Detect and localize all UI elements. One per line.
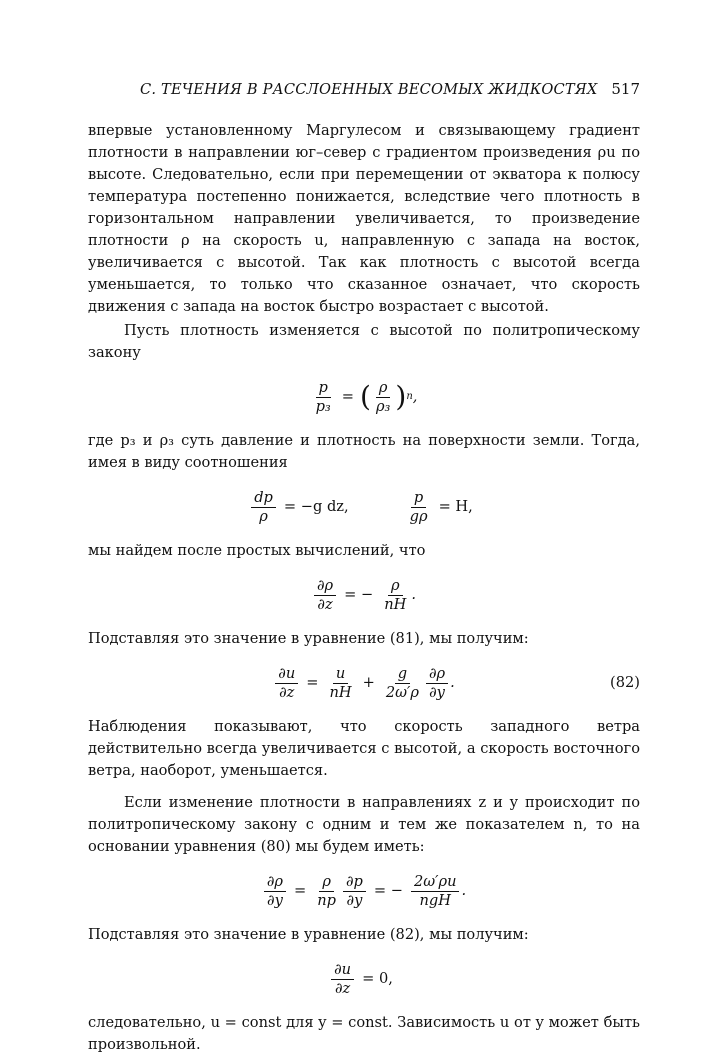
denominator: ∂z bbox=[317, 595, 333, 613]
exponent: n bbox=[406, 391, 413, 402]
numerator: ∂p bbox=[343, 873, 366, 892]
numerator: ρ bbox=[319, 873, 334, 892]
right-paren: ) bbox=[395, 380, 407, 413]
numerator: p bbox=[316, 379, 331, 398]
fraction bbox=[331, 961, 354, 998]
numerator: 2ω′ρu bbox=[411, 873, 459, 892]
denominator: np bbox=[317, 891, 336, 909]
operator: = − bbox=[373, 882, 403, 899]
fraction bbox=[314, 577, 336, 614]
paragraph: Если изменение плотности в направлениях z и y происходит по политропическому закону с одним и тем же показателем n, то на основании уравнения (80) мы будем иметь: bbox=[88, 794, 640, 855]
equation-number: (82) bbox=[610, 674, 640, 691]
denominator: ρ bbox=[259, 507, 268, 525]
fraction bbox=[373, 379, 393, 416]
fraction bbox=[275, 665, 298, 702]
denominator: p₃ bbox=[315, 397, 331, 415]
numerator: p bbox=[411, 489, 426, 508]
numerator: ∂u bbox=[275, 665, 298, 684]
expression: = H, bbox=[438, 498, 473, 515]
denominator: ∂z bbox=[334, 979, 351, 997]
denominator: nH bbox=[384, 595, 407, 613]
numerator: dp bbox=[251, 489, 276, 508]
paragraph: Наблюдения показывают, что скорость западного ветра действительно всегда увеличивается с высотой, а скорость восточного ветра, наоборот, уменьшается. bbox=[88, 718, 640, 779]
formula-82 bbox=[88, 662, 640, 704]
left-paren: ( bbox=[360, 380, 371, 413]
paragraph: Подставляя это значение в уравнение (81), мы получим: bbox=[88, 630, 529, 647]
numerator: ∂u bbox=[331, 961, 354, 980]
denominator: 2ω′ρ bbox=[385, 683, 419, 701]
fraction bbox=[383, 665, 422, 702]
operator: = bbox=[341, 388, 355, 405]
numerator: ∂ρ bbox=[264, 873, 286, 892]
numerator: ρ bbox=[388, 577, 403, 596]
fraction bbox=[426, 665, 448, 702]
fraction bbox=[314, 873, 339, 910]
formula-drho-dy bbox=[88, 870, 640, 912]
fraction bbox=[251, 489, 276, 526]
denominator: ∂y bbox=[346, 891, 363, 909]
punctuation: . bbox=[450, 674, 455, 691]
fraction bbox=[313, 379, 334, 416]
operator: = bbox=[306, 674, 319, 691]
fraction bbox=[381, 577, 409, 614]
punctuation: , bbox=[412, 388, 418, 405]
punctuation: . bbox=[461, 882, 467, 899]
paragraph: Подставляя это значение в уравнение (82), мы получим: bbox=[88, 926, 529, 943]
formula-du-dz-zero bbox=[88, 958, 640, 1000]
numerator: ∂ρ bbox=[314, 577, 336, 596]
operator: = − bbox=[344, 586, 374, 603]
paragraph: впервые установленному Маргулесом и связывающему градиент плотности в направлении юг–север с градиентом произведения ρu по высоте. Следовательно, если при перемещении от экватора к полюсу температура постепенно понижается, вследствие чего плотность в горизонтальном направлении увеличивается, то произведение плотности ρ на скорость u, направленную с запада на восток, увеличивается с высотой. Так как плотность с высотой всегда уменьшается, то только что сказанное означает, что скорость движения с запада на восток быстро возрастает с высотой. bbox=[88, 122, 640, 315]
denominator: ∂y bbox=[429, 683, 445, 701]
page-number: 517 bbox=[611, 80, 640, 98]
fraction bbox=[343, 873, 366, 910]
book-page bbox=[88, 60, 640, 1056]
paragraph: следовательно, u = const для y = const. Зависимость u от y может быть произвольной. bbox=[88, 1014, 640, 1053]
fraction bbox=[264, 873, 286, 910]
numerator: g bbox=[395, 665, 410, 684]
denominator: ∂y bbox=[267, 891, 283, 909]
punctuation: . bbox=[411, 586, 417, 603]
denominator: ∂z bbox=[279, 683, 295, 701]
numerator: ∂ρ bbox=[426, 665, 448, 684]
numerator: ρ bbox=[376, 379, 391, 398]
expression: = 0, bbox=[362, 970, 393, 987]
running-header bbox=[88, 78, 640, 100]
operator: = bbox=[294, 882, 307, 899]
running-title: С. ТЕЧЕНИЯ В РАССЛОЕННЫХ ВЕСОМЫХ ЖИДКОСТЯХ bbox=[140, 81, 598, 98]
numerator: u bbox=[333, 665, 348, 684]
expression: = −g dz, bbox=[283, 498, 349, 515]
fraction bbox=[407, 489, 431, 526]
formula-drho-dz bbox=[88, 574, 640, 616]
formula-polytropic bbox=[88, 376, 640, 418]
fraction bbox=[326, 665, 354, 702]
denominator: ngH bbox=[419, 891, 451, 909]
paragraph: где p₃ и ρ₃ суть давление и плотность на поверхности земли. Тогда, имея в виду соотношения bbox=[88, 432, 640, 471]
denominator: nH bbox=[329, 683, 352, 701]
denominator: gρ bbox=[409, 507, 428, 525]
operator: + bbox=[362, 674, 375, 691]
fraction bbox=[411, 873, 459, 910]
formula-relations bbox=[88, 486, 640, 528]
paragraph: мы найдем после простых вычислений, что bbox=[88, 542, 426, 559]
denominator: ρ₃ bbox=[375, 397, 391, 415]
paragraph: Пусть плотность изменяется с высотой по политропическому закону bbox=[88, 322, 640, 361]
